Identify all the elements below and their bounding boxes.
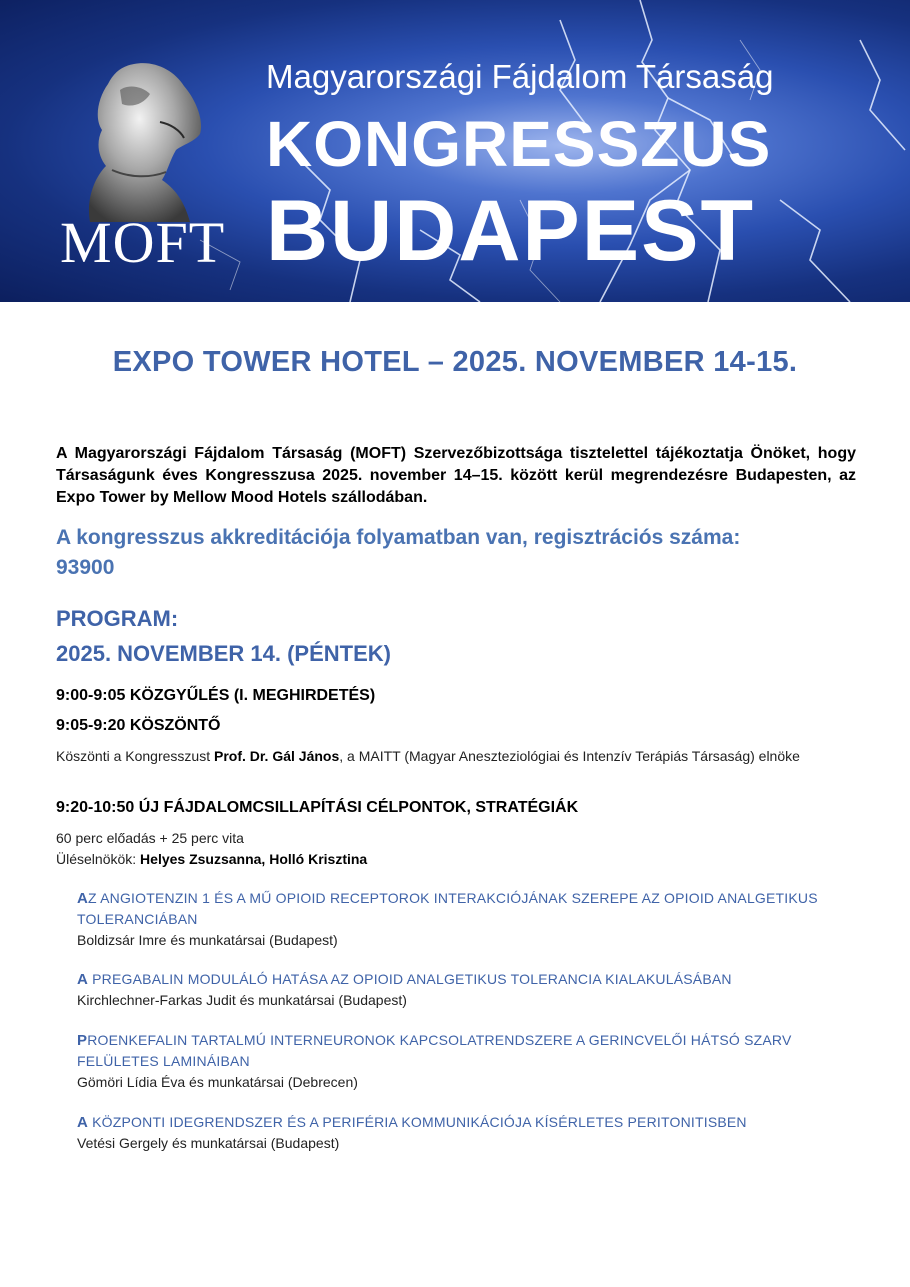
header-banner — [0, 0, 910, 302]
banner-title-congress: KONGRESSZUS — [266, 108, 772, 180]
chairs-names: Helyes Zsuzsanna, Holló Krisztina — [140, 851, 368, 867]
program-day: 2025. NOVEMBER 14. (PÉNTEK) — [56, 641, 391, 666]
talk-title — [77, 888, 867, 930]
intro-paragraph: A Magyarországi Fájdalom Társaság (MOFT) Szervezőbizottsága tisztelettel tájékoztatja Önöket, hogy Társaságunk éves Kongresszusa 2025. november 14–15. között kerül megrendezésre Budapesten, az Expo Tower by Mellow Mood Hotels szállodában. — [56, 445, 856, 506]
talk-item — [77, 1112, 867, 1153]
talk-title-rest: ROENKEFALIN TARTALMÚ INTERNEURONOK KAPCSOLATRENDSZERE A GERINCVELŐI HÁTSÓ SZARV FELÜLETES LAMINÁIBAN — [77, 1032, 792, 1069]
banner-title-city: BUDAPEST — [266, 183, 756, 279]
talk-title-initial: A — [77, 971, 89, 988]
talk-item — [77, 888, 867, 950]
venue-date-heading: EXPO TOWER HOTEL – 2025. NOVEMBER 14-15. — [112, 346, 798, 378]
society-name: Magyarországi Fájdalom Társaság — [266, 58, 774, 95]
talk-title-rest: KÖZPONTI IDEGRENDSZER ÉS A PERIFÉRIA KOMMUNIKÁCIÓJA KÍSÉRLETES PERITONITISBEN — [88, 1114, 747, 1130]
talk-authors: Gömöri Lídia Éva és munkatársai (Debrecen) — [77, 1074, 358, 1090]
talk-title-rest: PREGABALIN MODULÁLÓ HATÁSA AZ OPIOID ANALGETIKUS TOLERANCIA KIALAKULÁSÁBAN — [88, 971, 732, 987]
talk-title-initial: A — [77, 890, 89, 907]
statue-logo-icon — [72, 60, 212, 230]
talk-item — [77, 1030, 867, 1092]
talk-title — [77, 1112, 867, 1133]
welcome-note-prefix: Köszönti a Kongresszust — [56, 748, 214, 764]
welcome-note-suffix: , a MAITT (Magyar Aneszteziológiai és Intenzív Terápiás Társaság) elnöke — [339, 748, 800, 764]
chairs-label: Üléselnökök: — [56, 851, 141, 867]
talk-title-initial: A — [77, 1114, 89, 1131]
talk-title-rest: Z ANGIOTENZIN 1 ÉS A MŰ OPIOID RECEPTOROK INTERAKCIÓJÁNAK SZEREPE AZ OPIOID ANALGETIKUS TOLERANCIÁBAN — [77, 890, 818, 927]
talk-authors: Boldizsár Imre és munkatársai (Budapest) — [77, 932, 338, 948]
registration-number: 93900 — [56, 556, 115, 579]
talk-authors: Kirchlechner-Farkas Judit és munkatársai (Budapest) — [77, 992, 407, 1008]
session-title: 9:20-10:50 ÚJ FÁJDALOMCSILLAPÍTÁSI CÉLPONTOK, STRATÉGIÁK — [56, 799, 579, 816]
session-title: 9:00-9:05 KÖZGYŰLÉS (I. MEGHIRDETÉS) — [56, 687, 376, 704]
session-format: 60 perc előadás + 25 perc vita — [56, 830, 244, 846]
accreditation-notice — [56, 523, 876, 583]
program-heading — [56, 601, 391, 671]
welcome-speaker: Prof. Dr. Gál János — [213, 748, 340, 764]
moft-logo-text: MOFT — [60, 210, 226, 275]
session-details — [56, 828, 856, 870]
session-title: 9:05-9:20 KÖSZÖNTŐ — [56, 717, 221, 734]
talk-authors: Vetési Gergely és munkatársai (Budapest) — [77, 1135, 340, 1151]
talk-title — [77, 1030, 867, 1072]
program-label: PROGRAM: — [56, 606, 179, 631]
accreditation-text: A kongresszus akkreditációja folyamatban van, regisztrációs száma: — [56, 526, 741, 549]
session-chairs — [56, 849, 856, 870]
talk-title — [77, 969, 867, 990]
talk-title-initial: P — [77, 1032, 88, 1049]
talk-item — [77, 969, 867, 1010]
welcome-note — [56, 746, 856, 767]
